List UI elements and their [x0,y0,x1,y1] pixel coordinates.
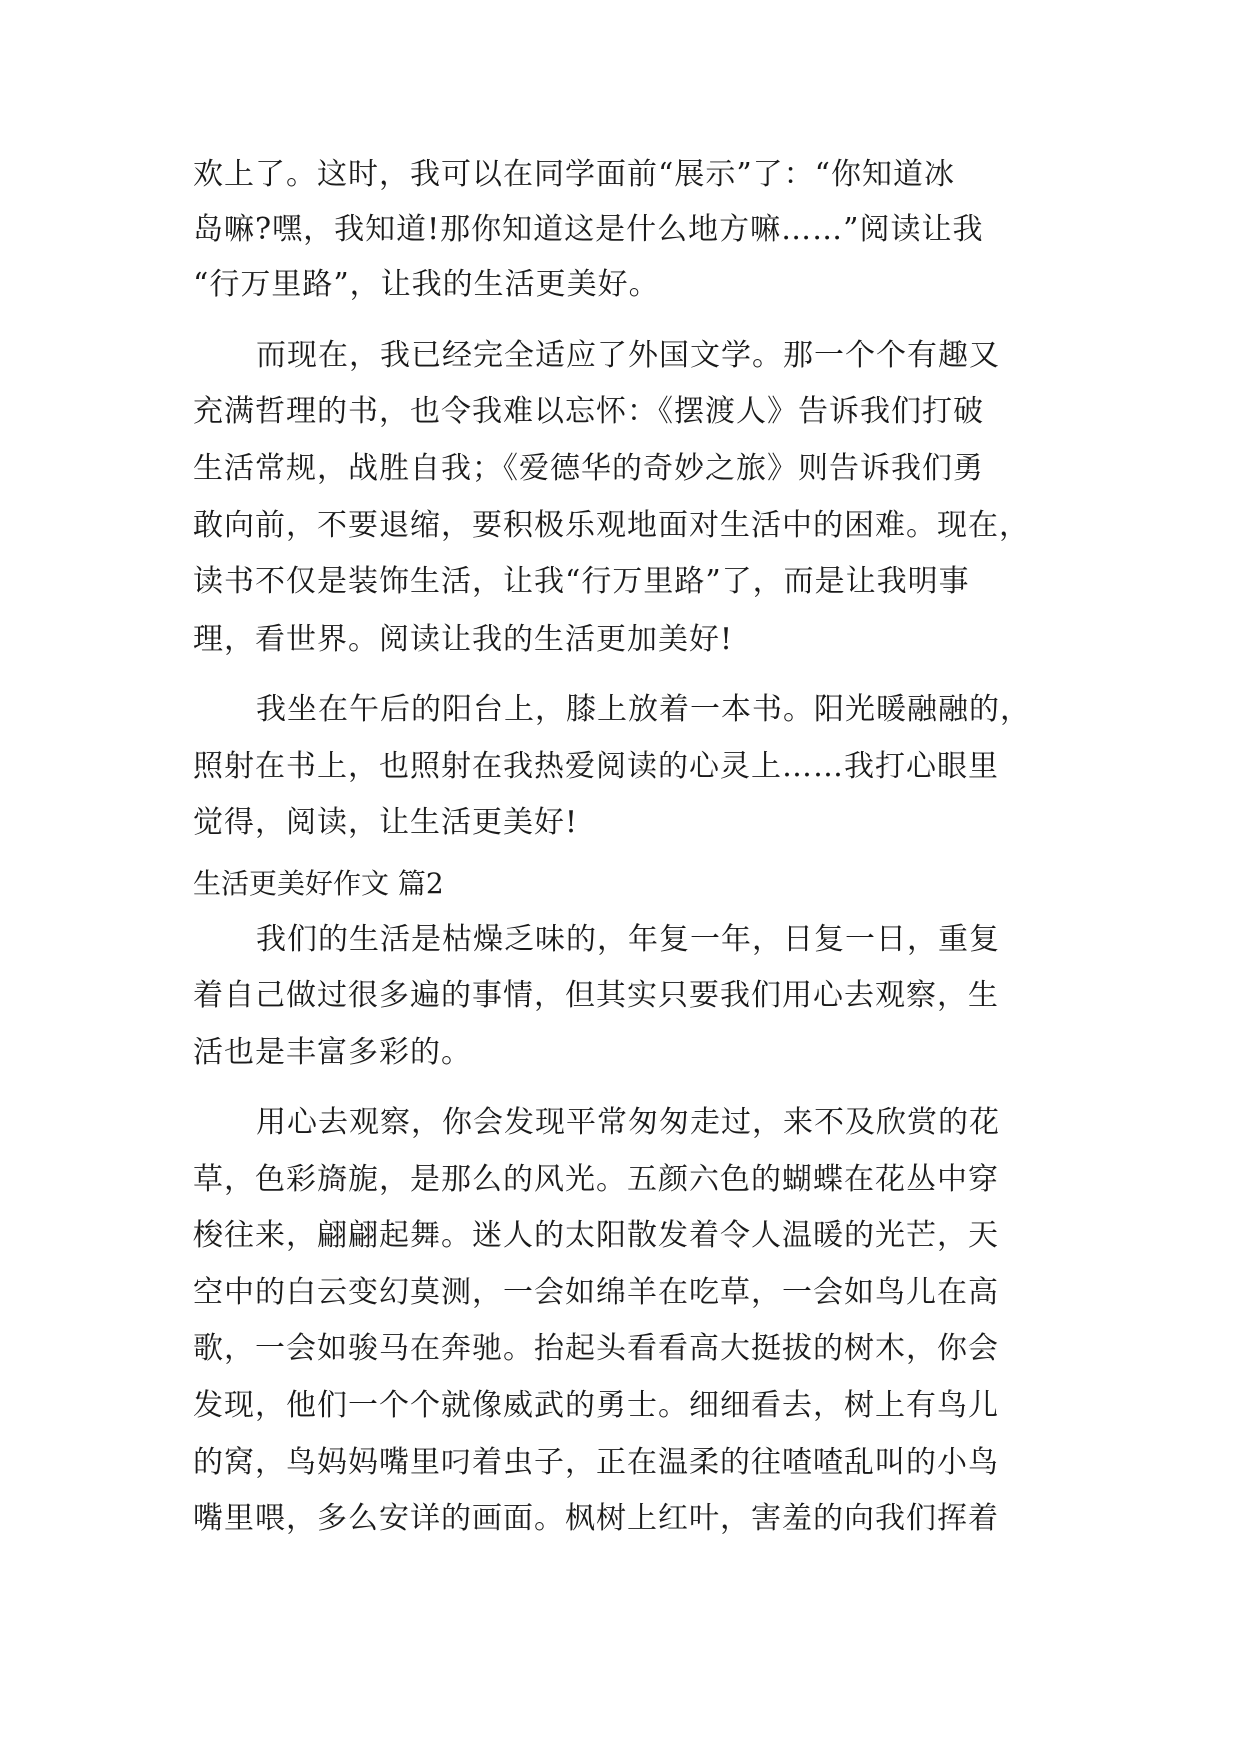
text-line: 的窝，鸟妈妈嘴里叼着虫子，正在温柔的往喳喳乱叫的小鸟 [193,1445,999,1480]
text-line: 空中的白云变幻莫测，一会如绵羊在吃草，一会如鸟儿在高 [193,1275,999,1310]
text-line: 嘴里喂，多么安详的画面。枫树上红叶，害羞的向我们挥着 [193,1501,999,1536]
text-line: 敢向前，不要退缩，要积极乐观地面对生活中的困难。现在， [193,508,1030,543]
text-line: 着自己做过很多遍的事情，但其实只要我们用心去观察，生 [193,978,999,1013]
text-line: 充满哲理的书，也令我难以忘怀：《摆渡人》告诉我们打破 [193,394,984,429]
text-line: 生活常规，战胜自我；《爱德华的奇妙之旅》则告诉我们勇 [193,451,984,486]
text-line: 歌，一会如骏马在奔驰。抬起头看看高大挺拔的树木，你会 [193,1331,999,1366]
paragraph-first-line: 用心去观察，你会发现平常匆匆走过，来不及欣赏的花 [256,1105,1000,1140]
paragraph-first-line: 而现在，我已经完全适应了外国文学。那一个个有趣又 [256,338,1000,373]
text-line: 欢上了。这时，我可以在同学面前“展示”了：“你知道冰 [193,157,956,192]
text-line: 照射在书上，也照射在我热爱阅读的心灵上……我打心眼里 [193,749,999,784]
text-line: 发现，他们一个个就像威武的勇士。细细看去，树上有鸟儿 [193,1388,999,1423]
paragraph-first-line: 我坐在午后的阳台上，膝上放着一本书。阳光暖融融的， [256,692,1031,727]
text-line: “行万里路”，让我的生活更美好。 [193,267,660,302]
text-line: 梭往来，翩翩起舞。迷人的太阳散发着令人温暖的光芒，天 [193,1218,999,1253]
text-line: 理，看世界。阅读让我的生活更加美好! [193,622,734,657]
text-line: 读书不仅是装饰生活，让我“行万里路”了，而是让我明事 [193,564,970,599]
text-line: 岛嘛?嘿，我知道!那你知道这是什么地方嘛……”阅读让我 [193,212,984,247]
text-line: 觉得，阅读，让生活更美好! [193,805,579,840]
text-line: 草，色彩旖旎，是那么的风光。五颜六色的蝴蝶在花丛中穿 [193,1162,999,1197]
paragraph-first-line: 我们的生活是枯燥乏味的，年复一年，日复一日，重复 [256,922,1000,957]
text-line: 活也是丰富多彩的。 [193,1035,472,1070]
section-heading: 生活更美好作文 篇2 [193,867,444,900]
